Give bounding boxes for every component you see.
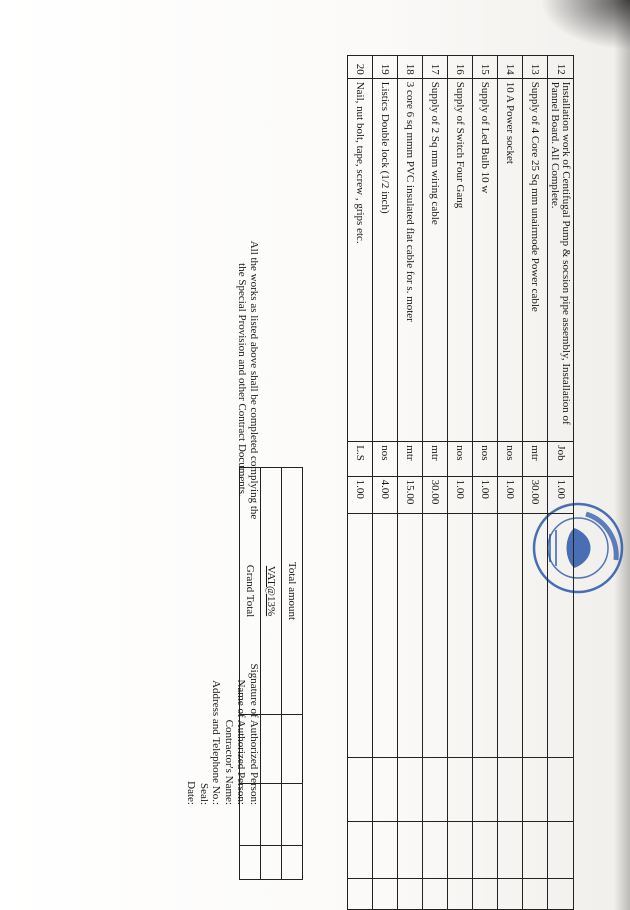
item-amount [373, 758, 398, 822]
item-amount [423, 758, 448, 822]
item-unit: nos [498, 442, 523, 476]
item-amount-3 [398, 879, 423, 910]
address-phone-label: Address and Telephone No.: [210, 680, 223, 805]
compliance-note [236, 230, 260, 530]
item-number: 18 [398, 56, 423, 79]
item-amount [548, 758, 574, 822]
bill-of-quantities-table [347, 55, 574, 910]
table-row [548, 56, 574, 910]
item-description: Supply of 4 Core 25 Sq mm unairmode Power cable [523, 78, 548, 442]
table-row [398, 56, 423, 910]
item-number: 15 [473, 56, 498, 79]
item-amount [498, 758, 523, 822]
item-quantity: 1.00 [348, 476, 373, 514]
item-amount-2 [348, 822, 373, 879]
item-amount [398, 758, 423, 822]
item-unit: mtr [398, 442, 423, 476]
item-amount-3 [423, 879, 448, 910]
item-rate [523, 514, 548, 758]
item-number: 12 [548, 56, 574, 79]
item-description: Supply of Led Bulb 10 w [473, 78, 498, 442]
item-unit: mtr [523, 442, 548, 476]
item-rate [473, 514, 498, 758]
item-amount-3 [473, 879, 498, 910]
item-amount [448, 758, 473, 822]
item-number: 16 [448, 56, 473, 79]
item-unit: nos [473, 442, 498, 476]
item-amount-3 [548, 879, 574, 910]
compliance-line-1: All the works as listed above shall be completed complying the [248, 240, 260, 520]
item-unit: mtr [423, 442, 448, 476]
item-amount-2 [498, 822, 523, 879]
item-rate [448, 514, 473, 758]
item-rate [348, 514, 373, 758]
item-amount-3 [373, 879, 398, 910]
authorized-name-label: Name of Authorized Person: [235, 679, 248, 805]
table-row [423, 56, 448, 910]
item-amount [473, 758, 498, 822]
total-amount-row [282, 468, 303, 880]
item-amount-2 [373, 822, 398, 879]
item-number: 19 [373, 56, 398, 79]
item-description: Listics Double lock (1/2 inch) [373, 78, 398, 442]
seal-label: Seal: [198, 783, 210, 805]
item-amount-3 [348, 879, 373, 910]
item-quantity: 4.00 [373, 476, 398, 514]
item-rate [548, 514, 574, 758]
item-quantity: 1.00 [548, 476, 574, 514]
vat-row [261, 468, 282, 880]
item-amount [348, 758, 373, 822]
date-label: Date: [185, 781, 198, 805]
item-quantity: 15.00 [398, 476, 423, 514]
compliance-line-2: the Special Provision and other Contract Documents. [236, 263, 248, 497]
item-description: Supply of Switch Four Gang [448, 78, 473, 442]
table-row [473, 56, 498, 910]
item-quantity: 30.00 [423, 476, 448, 514]
item-amount-2 [548, 822, 574, 879]
item-amount [523, 758, 548, 822]
table-row [348, 56, 373, 910]
table-row [498, 56, 523, 910]
contractor-name-label: Contractor's Name: [223, 719, 235, 805]
item-amount-2 [448, 822, 473, 879]
item-unit: Job [548, 442, 574, 476]
table-row [373, 56, 398, 910]
signature-label: Signature of Authorized Person: [248, 663, 260, 805]
item-quantity: 1.00 [498, 476, 523, 514]
item-amount-3 [498, 879, 523, 910]
item-number: 17 [423, 56, 448, 79]
item-number: 13 [523, 56, 548, 79]
item-description: 10 A Power socket [498, 78, 523, 442]
item-amount-2 [473, 822, 498, 879]
vat-label: VAT@13% [265, 565, 277, 617]
item-rate [398, 514, 423, 758]
item-number: 14 [498, 56, 523, 79]
table-row [523, 56, 548, 910]
total-amount-label: Total amount [282, 468, 303, 715]
item-description: Nail, nut bolt, tape, screw , grips etc. [348, 78, 373, 442]
item-description: 3 core 6 sq mmm PVC insulated flat cable for s. moter [398, 78, 423, 442]
item-rate [498, 514, 523, 758]
item-unit: nos [373, 442, 398, 476]
item-unit: L.S [348, 442, 373, 476]
item-amount-3 [523, 879, 548, 910]
signature-block [185, 605, 260, 805]
item-quantity: 1.00 [448, 476, 473, 514]
table-row [448, 56, 473, 910]
item-amount-2 [423, 822, 448, 879]
item-number: 20 [348, 56, 373, 79]
item-description: Supply of 2 Sq mm wiring cable [423, 78, 448, 442]
item-rate [423, 514, 448, 758]
item-amount-2 [398, 822, 423, 879]
item-quantity: 1.00 [473, 476, 498, 514]
item-unit: nos [448, 442, 473, 476]
item-amount-2 [523, 822, 548, 879]
grand-total-label: Grand Total [240, 468, 261, 715]
item-rate [373, 514, 398, 758]
item-amount-3 [448, 879, 473, 910]
item-quantity: 30.00 [523, 476, 548, 514]
item-description: Installation work of Centifugal Pump & socsion pipe assembly, Installation of Pannel Board. All Complete. [548, 78, 574, 442]
